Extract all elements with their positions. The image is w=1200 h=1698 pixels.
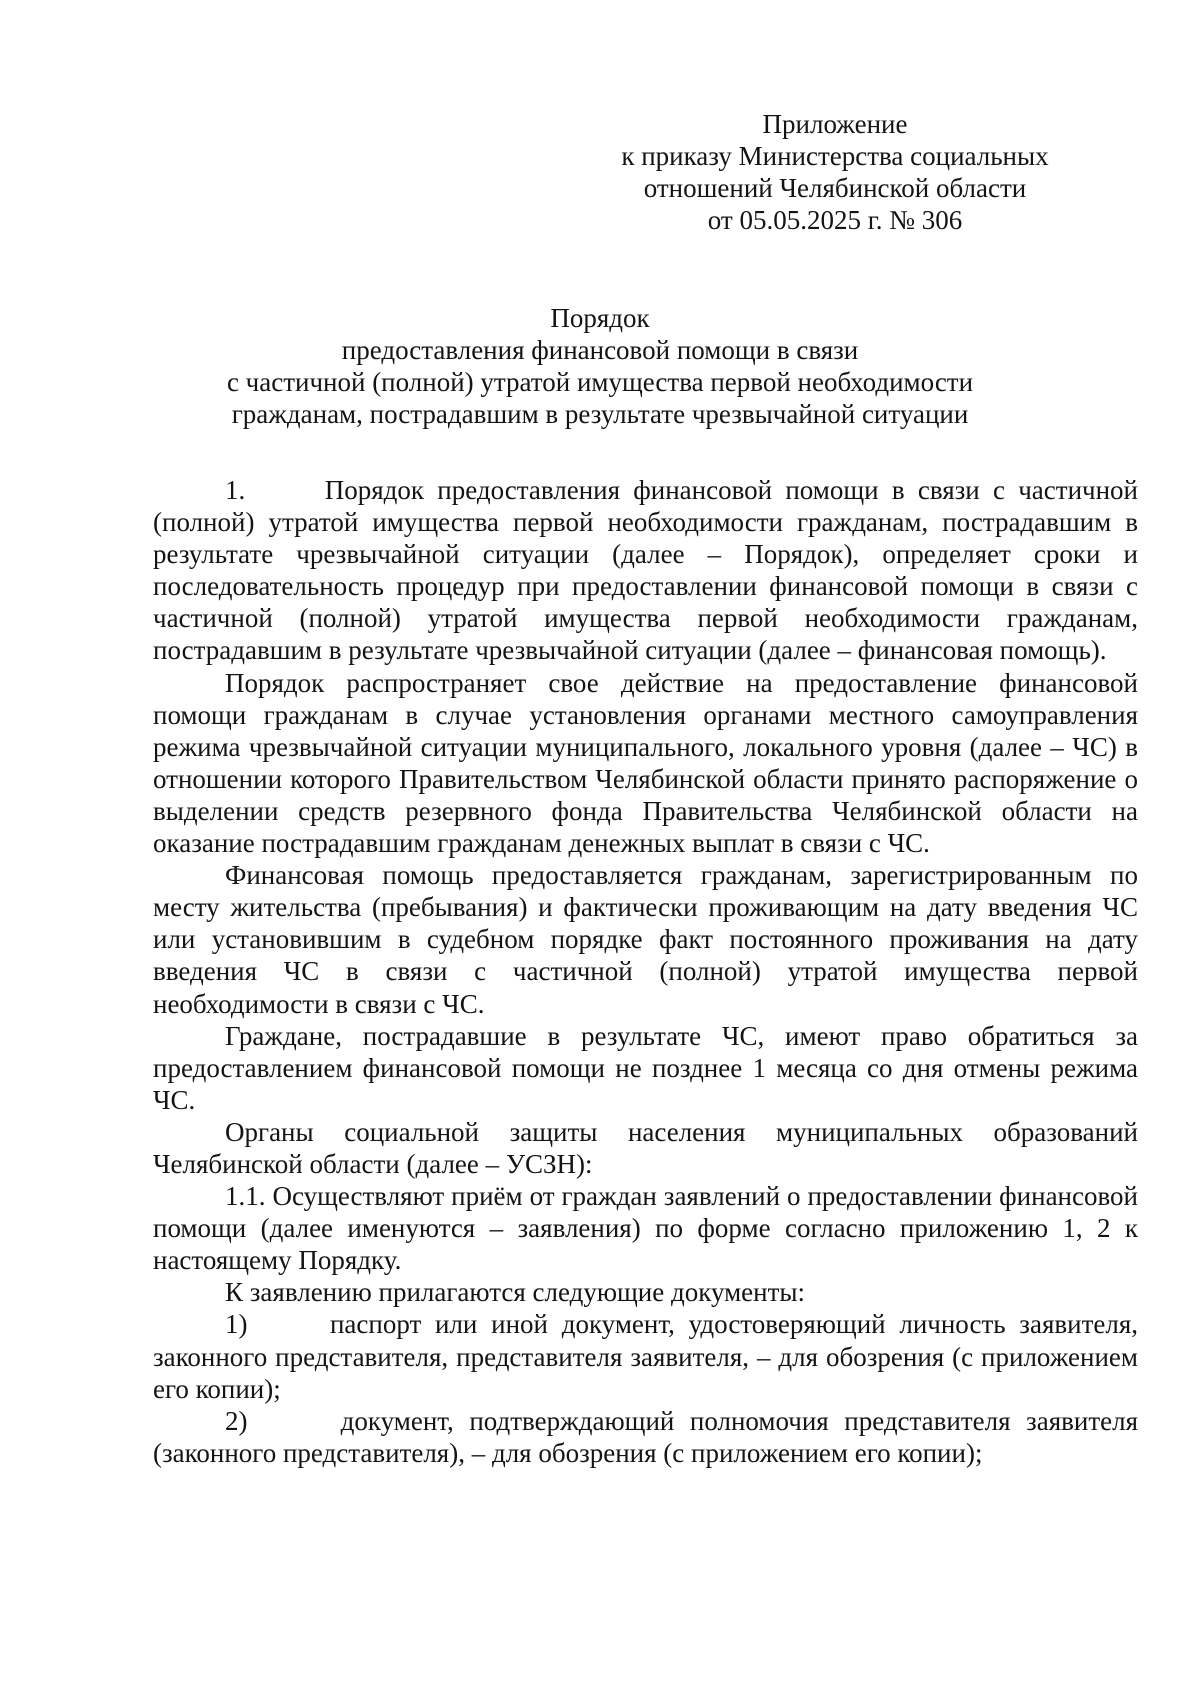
appendix-title: Приложение [762,109,908,139]
title-line-1: Порядок [550,303,650,333]
paragraph-8: 1) паспорт или иной документ, удостоверяющий личность заявителя, законного представителя, представителя заявителя, – для обозрения (с приложением его копии); [153,1309,1145,1404]
title-line-3: с частичной (полной) утратой имущества первой необходимости [226,367,974,397]
paragraph-6: 1.1. Осуществляют приём от граждан заявлений о предоставлении финансовой помощи (далее именуются – заявления) по форме согласно приложению 1, 2 к настоящему Порядку. [153,1181,1138,1276]
appendix-date-number: от 05.05.2025 г. № 306 [707,205,963,235]
appendix-order-ref: к приказу Министерства социальных [621,141,1049,171]
paragraph-2: Порядок распространяет свое действие на предоставление финансовой помощи гражданам в случае установления органами местного самоуправления режима чрезвычайной ситуации муниципального, локального уровня (далее – ЧС) в отношении которого Правительством Челябинской области принято распоряжение о выделении средств резервного фонда Правительства Челябинской области на оказание пострадавшим гражданам денежных выплат в связи с ЧС. [153,667,1138,859]
appendix-header [560,108,1110,236]
paragraph-1: 1. Порядок предоставления финансовой помощи в связи с частичной (полной) утратой имущества первой необходимости гражданам, пострадавшим в результате чрезвычайной ситуации (далее – Порядок), определяет сроки и последовательность процедур при предоставлении финансовой помощи в связи с частичной (полной) утратой имущества первой необходимости гражданам, пострадавшим в результате чрезвычайной ситуации (далее – финансовая помощь). [153,475,1145,666]
title-line-2: предоставления финансовой помощи в связи [341,335,859,365]
paragraph-3: Финансовая помощь предоставляется гражданам, зарегистрированным по месту жительства (пребывания) и фактически проживающим на дату введения ЧС или установившим в судебном порядке факт постоянного проживания на дату введения ЧС в связи с частичной (полной) утратой имущества первой необходимости в связи с ЧС. [153,860,1138,1019]
paragraph-7: К заявлению прилагаются следующие документы: [225,1277,806,1308]
document-body [153,474,1145,1469]
paragraph-9: 2) документ, подтверждающий полномочия представителя заявителя (законного представителя), – для обозрения (с приложением его копии); [153,1405,1145,1468]
appendix-region: отношений Челябинской области [643,173,1027,203]
document-title [150,302,1050,430]
paragraph-5: Органы социальной защиты населения муниципальных образований Челябинской области (далее – УСЗН): [153,1116,1138,1179]
paragraph-4: Граждане, пострадавшие в результате ЧС, имеют право обратиться за предоставлением финансовой помощи не позднее 1 месяца со дня отмены режима ЧС. [153,1020,1138,1115]
title-line-4: гражданам, пострадавшим в результате чрезвычайной ситуации [231,399,969,429]
